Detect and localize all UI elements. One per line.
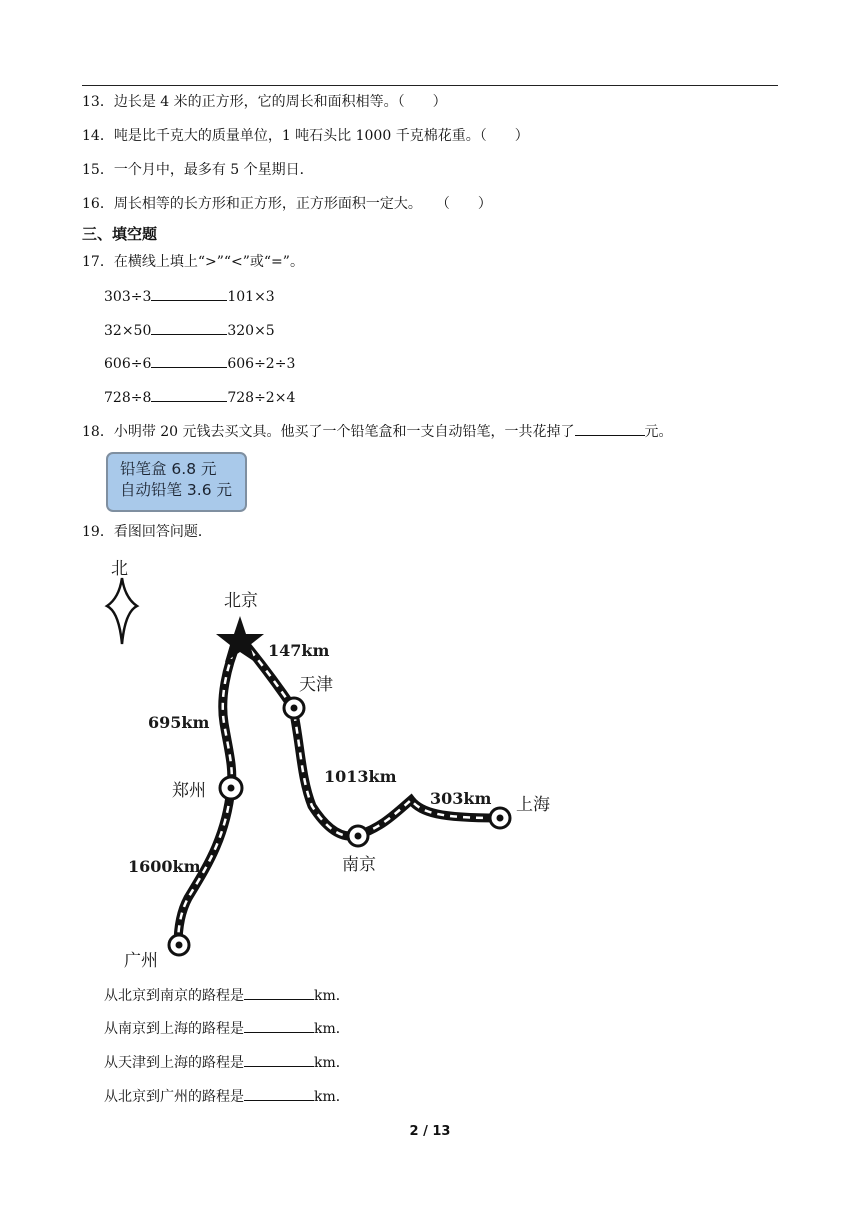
q17-row-1-right: 101×3 bbox=[227, 289, 275, 305]
q17-row-3-left: 606÷6 bbox=[104, 356, 152, 372]
answer-blank[interactable] bbox=[151, 320, 227, 335]
q17-row-2 bbox=[104, 320, 275, 341]
question-18-unit: 元。 bbox=[644, 424, 673, 440]
q19-sub-1-text: 从北京到南京的路程是 bbox=[104, 988, 244, 1004]
q19-sub-2 bbox=[104, 1018, 350, 1039]
distance-tianjin-nanjing: 1013km bbox=[324, 767, 397, 786]
q17-row-3 bbox=[104, 353, 295, 374]
price-pencil-box: 铅笔盒 6.8 元 bbox=[120, 460, 217, 478]
distance-beijing-zhengzhou: 695km bbox=[148, 713, 210, 732]
question-13: 13．边长是 4 米的正方形，它的周长和面积相等。（ ） bbox=[82, 94, 447, 110]
q17-row-4-right: 728÷2×4 bbox=[227, 390, 296, 406]
q19-sub-3-text: 从天津到上海的路程是 bbox=[104, 1055, 244, 1071]
q17-row-1 bbox=[104, 286, 275, 307]
question-17-prompt: 17．在横线上填上“>”“<”或“=”。 bbox=[82, 254, 304, 270]
answer-blank[interactable] bbox=[575, 421, 645, 436]
answer-blank[interactable] bbox=[151, 353, 227, 368]
city-guangzhou: 广州 bbox=[124, 951, 158, 971]
railway-map bbox=[96, 548, 566, 978]
q17-row-4-left: 728÷8 bbox=[104, 390, 152, 406]
q17-row-2-right: 320×5 bbox=[227, 323, 275, 339]
price-label-box bbox=[106, 452, 247, 512]
answer-blank[interactable] bbox=[244, 985, 314, 1000]
city-shanghai: 上海 bbox=[516, 795, 550, 815]
question-14: 14．吨是比千克大的质量单位，1 吨石头比 1000 千克棉花重。（ ） bbox=[82, 128, 529, 144]
q19-sub-4-text: 从北京到广州的路程是 bbox=[104, 1089, 244, 1105]
north-arrow-icon bbox=[107, 578, 137, 644]
q17-row-4 bbox=[104, 387, 295, 408]
q19-sub-1 bbox=[104, 985, 350, 1006]
q19-sub-2-text: 从南京到上海的路程是 bbox=[104, 1021, 244, 1037]
q19-sub-4 bbox=[104, 1086, 350, 1107]
distance-nanjing-shanghai: 303km bbox=[430, 789, 492, 808]
city-zhengzhou: 郑州 bbox=[172, 781, 206, 801]
q19-sub-4-unit: km． bbox=[314, 1089, 350, 1105]
page-number: 2 / 13 bbox=[409, 1124, 451, 1139]
city-beijing: 北京 bbox=[224, 591, 258, 611]
distance-beijing-tianjin: 147km bbox=[268, 641, 330, 660]
section-title-fill-in: 三、填空题 bbox=[82, 225, 158, 243]
north-label: 北 bbox=[111, 559, 128, 579]
question-19-prompt: 19．看图回答问题． bbox=[82, 524, 212, 540]
header-rule bbox=[82, 85, 778, 86]
question-15: 15．一个月中，最多有 5 个星期日． bbox=[82, 162, 314, 178]
distance-zhengzhou-guangzhou: 1600km bbox=[128, 857, 201, 876]
price-mechanical-pencil: 自动铅笔 3.6 元 bbox=[120, 481, 233, 499]
answer-blank[interactable] bbox=[244, 1052, 314, 1067]
q19-sub-2-unit: km． bbox=[314, 1021, 350, 1037]
city-nanjing: 南京 bbox=[342, 855, 376, 875]
q17-row-1-left: 303÷3 bbox=[104, 289, 152, 305]
question-18-prompt: 18．小明带 20 元钱去买文具。他买了一个铅笔盒和一支自动铅笔，一共花掉了 bbox=[82, 424, 575, 440]
q19-sub-1-unit: km． bbox=[314, 988, 350, 1004]
q17-row-3-right: 606÷2÷3 bbox=[227, 356, 296, 372]
question-16: 16．周长相等的长方形和正方形，正方形面积一定大。 （ ） bbox=[82, 196, 492, 212]
q19-sub-3-unit: km． bbox=[314, 1055, 350, 1071]
answer-blank[interactable] bbox=[244, 1086, 314, 1101]
question-18 bbox=[82, 421, 673, 442]
q17-row-2-left: 32×50 bbox=[104, 323, 152, 339]
answer-blank[interactable] bbox=[151, 286, 227, 301]
answer-blank[interactable] bbox=[244, 1018, 314, 1033]
city-tianjin: 天津 bbox=[299, 675, 333, 695]
q19-sub-3 bbox=[104, 1052, 350, 1073]
answer-blank[interactable] bbox=[151, 387, 227, 402]
